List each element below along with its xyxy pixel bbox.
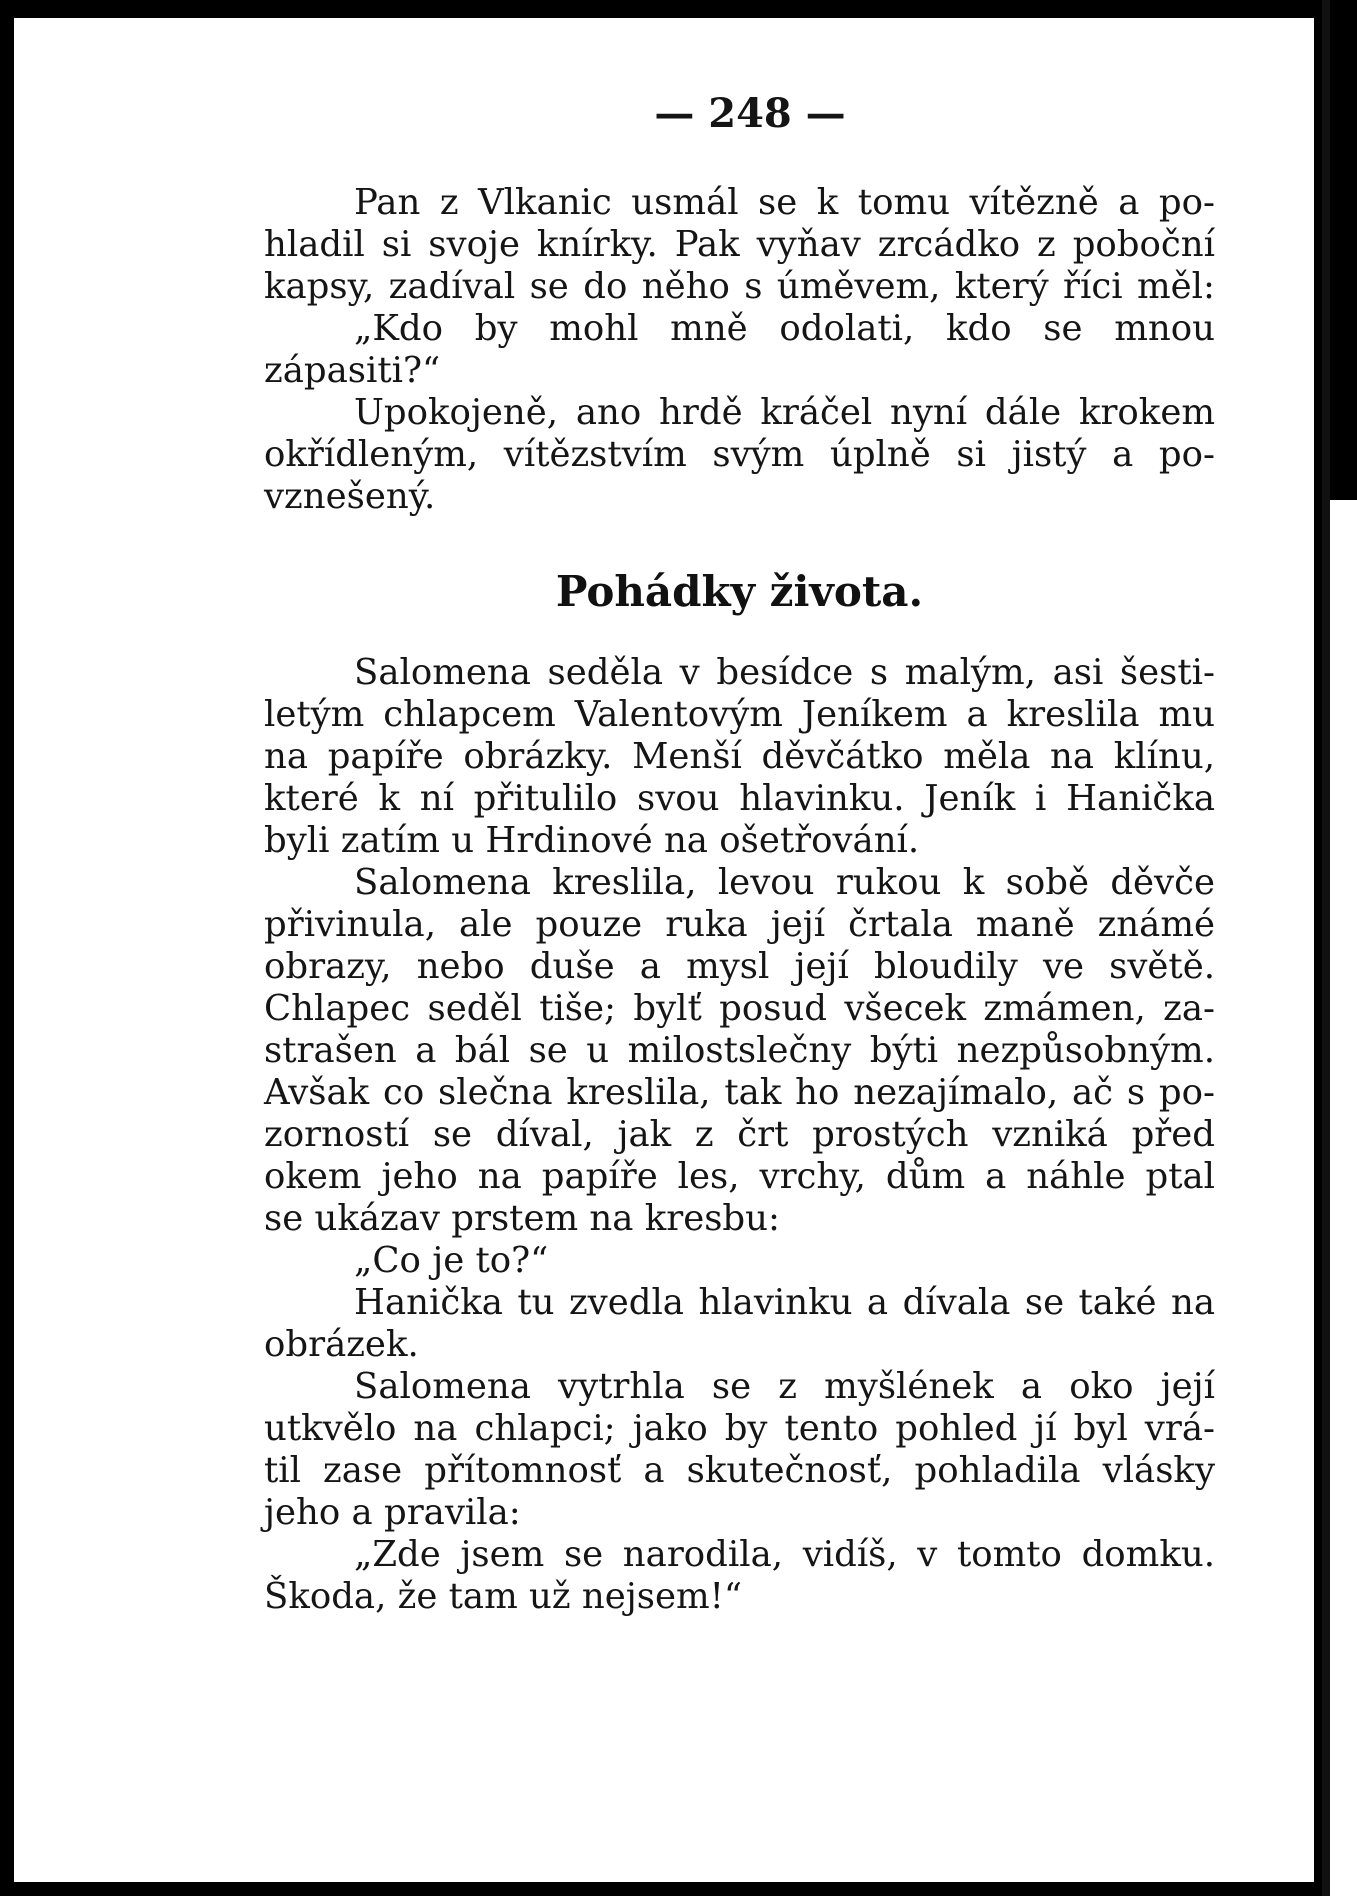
paragraph [264,392,1215,518]
page-edge-shadow [1322,0,1330,1896]
text-line: Salomena kreslila, levou rukou k sobě děvče [354,862,1215,903]
text-line: obrazy, nebo duše a mysl její bloudily ve světě. [264,946,1215,987]
section-intro [264,182,1215,518]
text-line: utkvělo na chlapci; jako by tento pohled jí byl vrá- [264,1408,1215,1449]
text-line: přivinula, ale pouze ruka její črtala maně známé [264,904,1215,945]
text-line: okem jeho na papíře les, vrchy, dům a náhle ptal [264,1156,1215,1197]
page-text [264,182,1215,1618]
text-line: „Kdo by mohl mně odolati, kdo se mnou [354,308,1215,349]
text-line: Hanička tu zvedla hlavinku a dívala se také na [354,1282,1215,1323]
text-line: „Zde jsem se narodila, vidíš, v tomto domku. [354,1534,1215,1575]
paragraph [264,1534,1215,1618]
text-line: kapsy, zadíval se do něho s úměvem, který říci měl: [264,266,1215,307]
paragraph [264,652,1215,862]
text-line: letým chlapcem Valentovým Jeníkem a kreslila mu [264,694,1215,735]
section-chapter [264,652,1215,1618]
text-line: Salomena seděla v besídce s malým, asi šesti- [354,652,1215,693]
text-line: na papíře obrázky. Menší děvčátko měla na klínu, [264,736,1215,777]
paragraph [264,1366,1215,1534]
paragraph [264,308,1215,392]
text-line: se ukázav prstem na kresbu: [264,1198,780,1239]
text-line: obrázek. [264,1324,419,1365]
text-line: Upokojeně, ano hrdě kráčel nyní dále krokem [354,392,1215,433]
text-line: Salomena vytrhla se z myšlének a oko její [354,1366,1215,1407]
text-line: byli zatím u Hrdinové na ošetřování. [264,820,920,861]
paragraph [264,182,1215,308]
text-line: okřídleným, vítězstvím svým úplně si jistý a po- [264,434,1215,475]
spacer [264,622,1215,652]
text-line: které k ní přitulilo svou hlavinku. Jeník i Hanička [264,778,1215,819]
text-line: Chlapec seděl tiše; bylť posud všecek zmámen, za- [264,988,1215,1029]
chapter-heading: Pohádky života. [555,567,924,616]
paragraph [264,862,1215,1240]
text-line: „Co je to?“ [354,1240,549,1281]
paragraph [264,1282,1215,1366]
text-line: vznešený. [264,476,436,517]
text-line: Avšak co slečna kreslila, tak ho nezajímalo, ač s po- [264,1072,1215,1113]
page-number: — 248 — [654,90,846,137]
text-line: strašen a bál se u milostslečny býti nezpůsobným. [264,1030,1215,1071]
text-line: hladil si svoje knírky. Pak vyňav zrcádko z poboční [264,224,1215,265]
text-line: zápasiti?“ [264,350,441,391]
text-line: Škoda, že tam už nejsem!“ [264,1576,743,1617]
spacer [264,518,1215,562]
text-line: zorností se díval, jak z črt prostých vzniká před [264,1114,1215,1155]
page-edge-strip [1330,500,1357,1896]
text-line: Pan z Vlkanic usmál se k tomu vítězně a po- [354,182,1215,223]
text-line: til zase přítomnosť a skutečnosť, pohladila vlásky [264,1450,1215,1491]
text-line: jeho a pravila: [264,1492,521,1533]
paragraph [264,1240,1215,1282]
